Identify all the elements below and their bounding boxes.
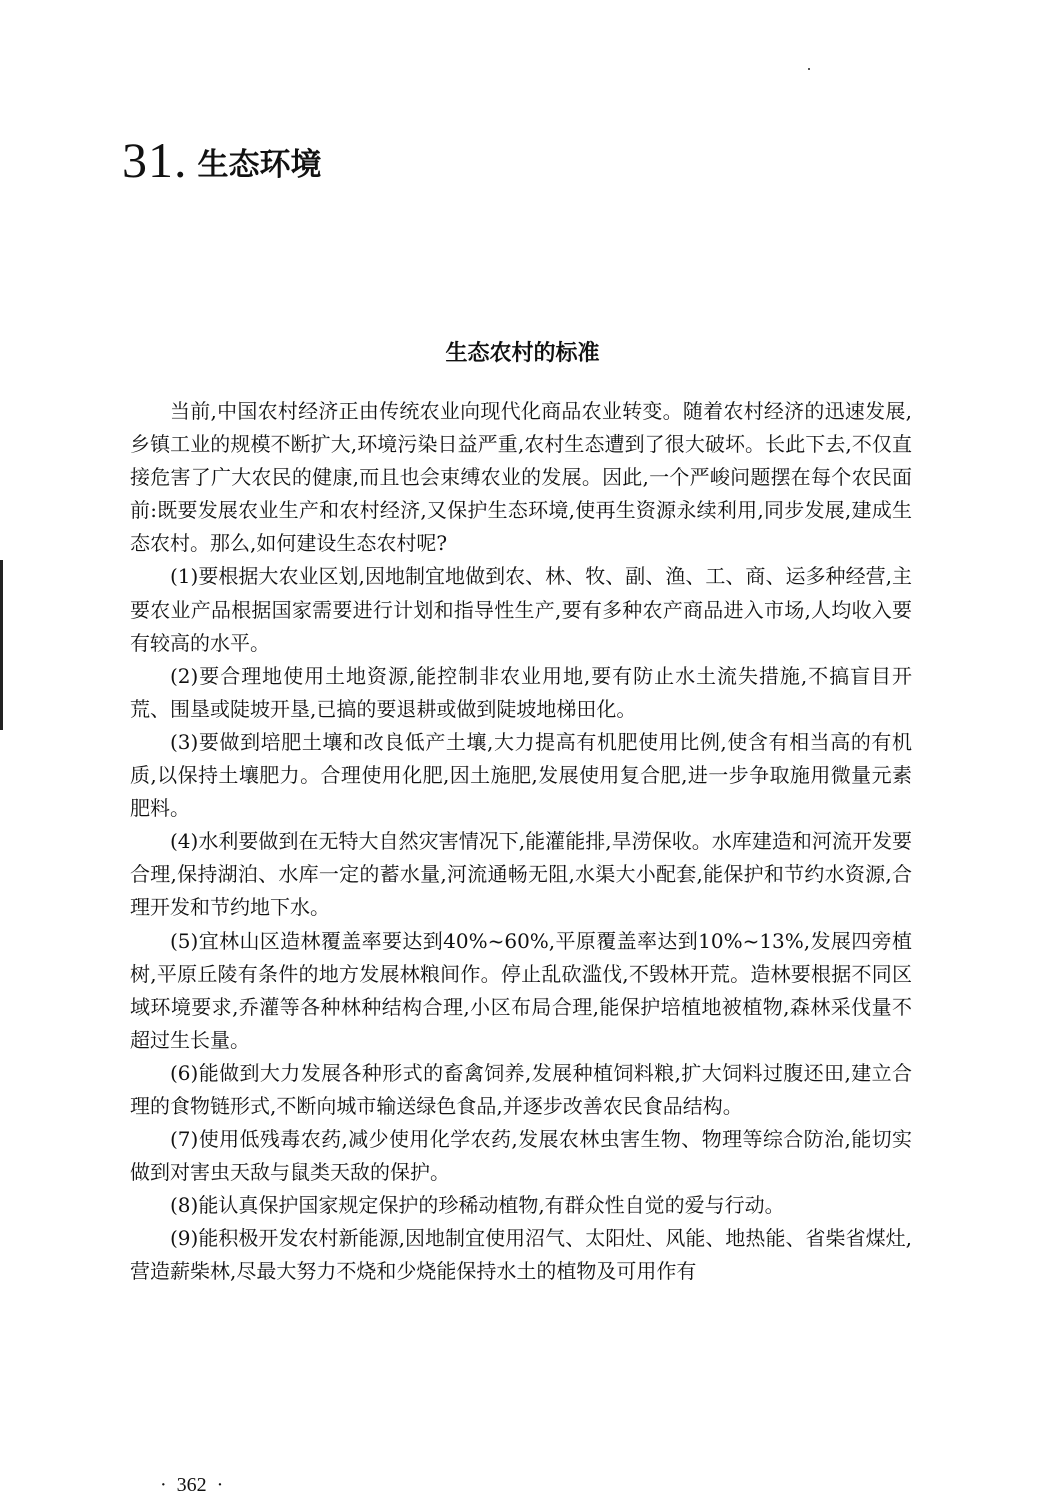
paragraph-item-5: (5)宜林山区造林覆盖率要达到40%~60%,平原覆盖率达到10%~13%,发展四旁植树,平原丘陵有条件的地方发展林粮间作。停止乱砍滥伐,不毁林开荒。造林要根据不同区域环境要求,乔灌等各种林种结构合理,小区布局合理,能保护培植地被植物,森林采伐量不超过生长量。 <box>130 928 912 1052</box>
paragraph-intro: 当前,中国农村经济正由传统农业向现代化商品农业转变。随着农村经济的迅速发展,乡镇工业的规模不断扩大,环境污染日益严重,农村生态遭到了很大破坏。长此下去,不仅直接危害了广大农民的健康,而且也会束缚农业的发展。因此,一个严峻问题摆在每个农民面前:既要发展农业生产和农村经济,又保护生态环境,使再生资源永续利用,同步发展,建成生态农村。那么,如何建设生态农村呢? <box>130 399 912 556</box>
paragraph-item-1: (1)要根据大农业区划,因地制宜地做到农、林、牧、副、渔、工、商、运多种经营,主要农业产品根据国家需要进行计划和指导性生产,要有多种农产商品进入市场,人均收入要有较高的水平。 <box>130 564 912 655</box>
folio-dot-left: · <box>160 1474 167 1496</box>
paragraph-item-4: (4)水利要做到在无特大自然灾害情况下,能灌能排,旱涝保收。水库建造和河流开发要合理,保持湖泊、水库一定的蓄水量,河流通畅无阻,水渠大小配套,能保护和节约水资源,合理开发和节约地下水。 <box>130 829 912 920</box>
section-title: 生态农村的标准 <box>445 341 600 366</box>
paragraph-item-6: (6)能做到大力发展各种形式的畜禽饲养,发展种植饲料粮,扩大饲料过腹还田,建立合理的食物链形式,不断向城市输送绿色食品,并逐步改善农民食品结构。 <box>130 1060 912 1118</box>
paragraph-item-8: (8)能认真保护国家规定保护的珍稀动植物,有群众性自觉的爱与行动。 <box>170 1193 785 1218</box>
body-text <box>130 395 912 1289</box>
paragraph-item-9: (9)能积极开发农村新能源,因地制宜使用沼气、太阳灶、风能、地热能、省柴省煤灶,营造薪柴林,尽最大努力不烧和少烧能保持水土的植物及可用作有 <box>130 1226 912 1284</box>
paragraph-item-2: (2)要合理地使用土地资源,能控制非农业用地,要有防止水土流失措施,不搞盲目开荒、围垦或陡坡开垦,已搞的要退耕或做到陡坡地梯田化。 <box>130 663 912 721</box>
scan-edge-mark <box>0 560 3 730</box>
paragraph-item-3: (3)要做到培肥土壤和改良低产土壤,大力提高有机肥使用比例,使含有相当高的有机质,以保持土壤肥力。合理使用化肥,因土施肥,发展使用复合肥,进一步争取施用微量元素肥料。 <box>130 729 912 821</box>
page-number-value: 362 <box>176 1474 207 1496</box>
paragraph-item-7: (7)使用低残毒农药,减少使用化学农药,发展农林虫害生物、物理等综合防治,能切实做到对害虫天敌与鼠类天敌的保护。 <box>130 1127 912 1185</box>
chapter-number: 31. <box>122 132 188 188</box>
scan-speck <box>808 68 810 70</box>
folio-dot-right: · <box>216 1474 224 1496</box>
chapter-heading <box>122 128 322 192</box>
page-number <box>150 1472 233 1498</box>
chapter-title: 生态环境 <box>197 147 322 183</box>
